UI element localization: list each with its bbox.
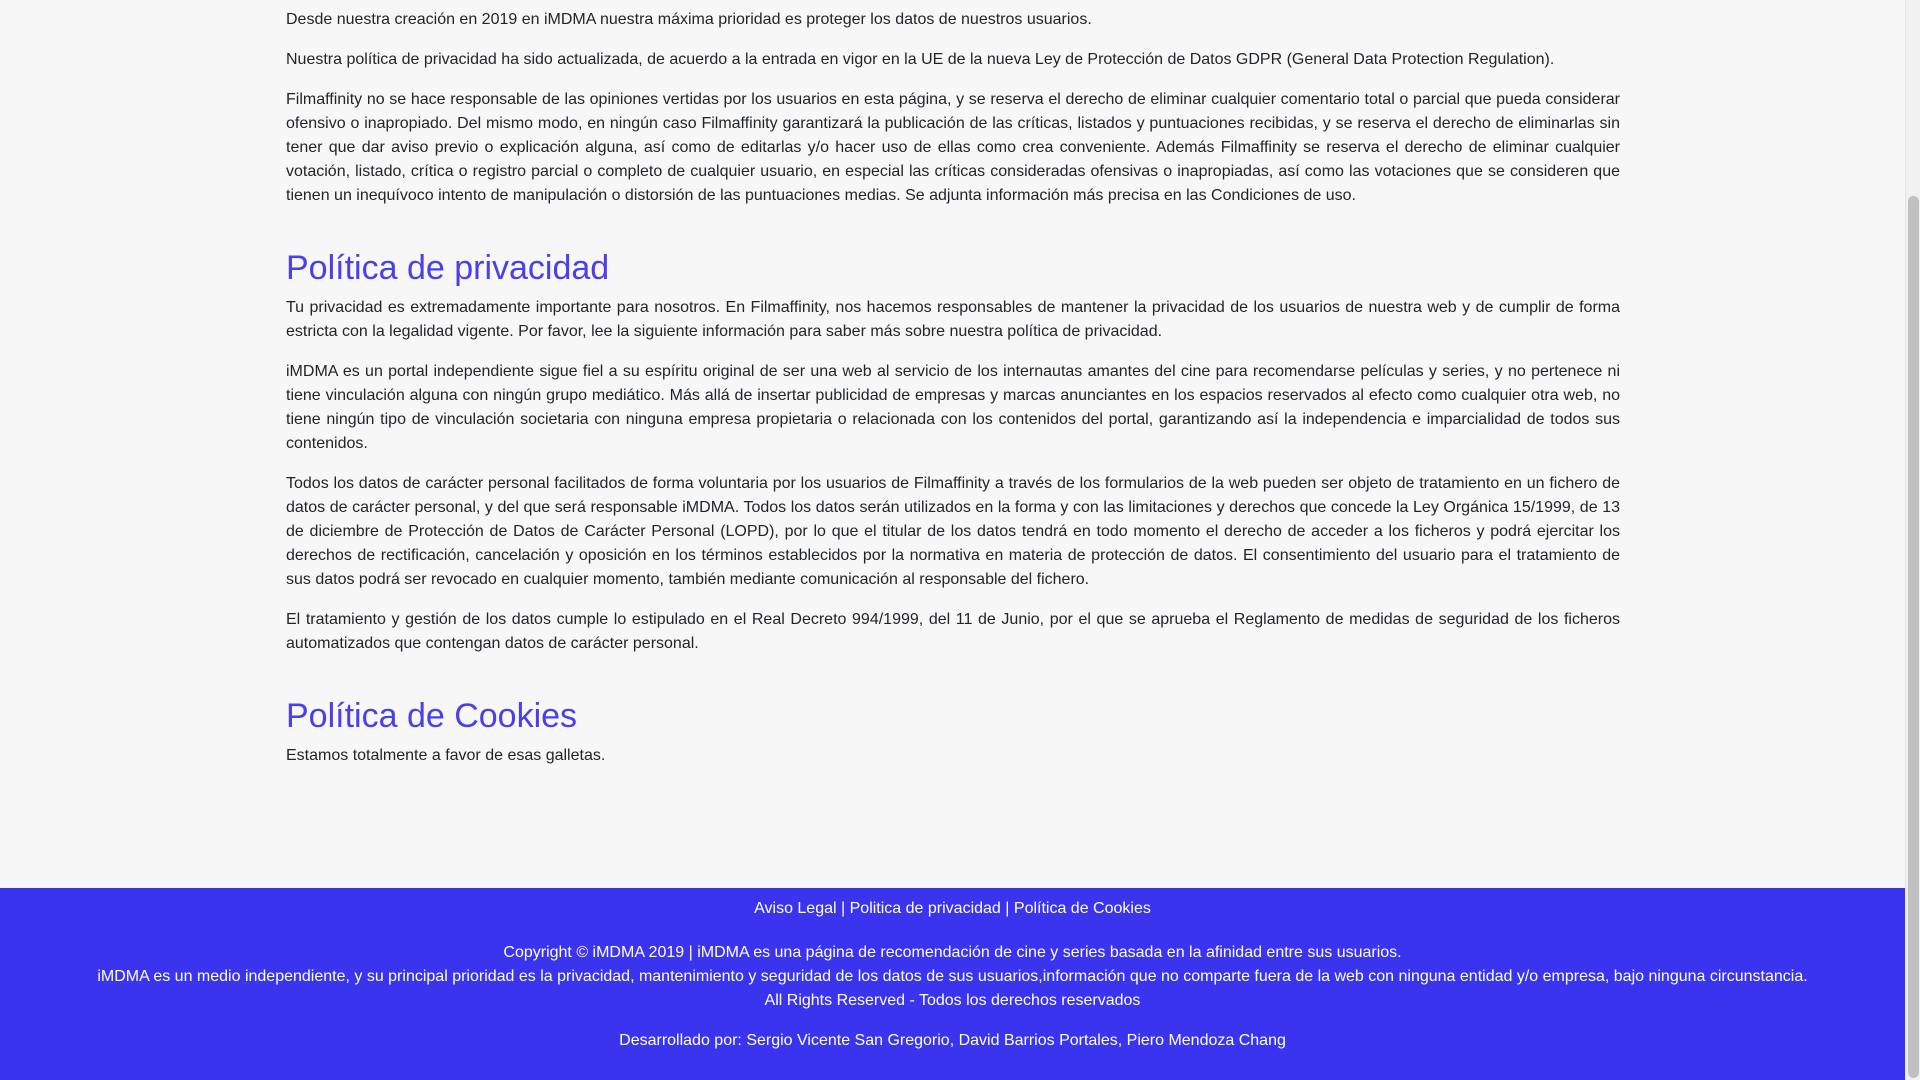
site-footer — [0, 888, 1905, 1080]
scrollbar-thumb[interactable] — [1908, 196, 1919, 1078]
legal-content — [286, 0, 1620, 784]
privacy-paragraph: Todos los datos de carácter personal facilitados de forma voluntaria por los usuarios de Filmaffinity a través de los formularios de la web pueden ser objeto de tratamiento en un fichero de datos de carácter personal, y del que será responsable iMDMA. Todos los datos serán utilizados en la forma y con las limitaciones y derechos que concede la Ley Orgánica 15/1999, de 13 de diciembre de Protección de Datos de Carácter Personal (LOPD), por lo que el titular de los datos tendrá en todo momento el derecho de acceder a los ficheros y podrá ejercitar los derechos de rectificación, cancelación y oposición en los términos establecidos por la normativa en materia de protección de datos. El consentimiento del usuario para el tratamiento de sus datos podrá ser revocado en cualquier momento, también mediante comunicación al responsable del fichero. — [286, 475, 1620, 588]
footer-developers: Desarrollado por: Sergio Vicente San Gregorio, David Barrios Portales, Piero Mendoza Chang — [619, 1032, 1286, 1049]
privacy-heading: Política de privacidad — [286, 249, 610, 287]
cookies-paragraph: Estamos totalmente a favor de esas galletas. — [286, 747, 606, 764]
footer-link-aviso-legal[interactable]: Aviso Legal — [754, 900, 837, 917]
independence-line: iMDMA es un medio independiente, y su principal prioridad es la privacidad, mantenimiento y seguridad de los datos de sus usuarios,información que no comparte fuera de la web con ninguna entidad y/o empresa, bajo ninguna circunstancia. — [97, 968, 1808, 985]
intro-paragraph: Filmaffinity no se hace responsable de las opiniones vertidas por los usuarios en esta página, y se reserva el derecho de eliminar cualquier comentario total o parcial que pueda considerar ofensivo o inapropiado. Del mismo modo, en ningún caso Filmaffinity garantizará la publicación de las críticas, listados y puntuaciones recibidas, y se reserva el derecho de eliminarlas sin tener que dar aviso previo o explicación alguna, así como de editarlas y/o hacer uso de ellas como crea conveniente. Además Filmaffinity se reserva el derecho de eliminar cualquier votación, listado, crítica o registro parcial o completo de cualquier usuario, en especial las críticas consideradas ofensivas o inapropiadas, así como las votaciones que se consideren que tienen un inequívoco intento de manipulación o distorsión de las puntuaciones medias. Se adjunta información más precisa en las Condiciones de uso. — [286, 91, 1620, 204]
footer-link-cookies[interactable]: Política de Cookies — [1013, 900, 1151, 917]
footer-copyright — [0, 941, 1905, 1013]
footer-separator: | — [1005, 900, 1010, 917]
copyright-line: Copyright © iMDMA 2019 | iMDMA es una página de recomendación de cine y series basada en la afinidad entre sus usuarios. — [503, 944, 1402, 961]
privacy-paragraph: iMDMA es un portal independiente sigue fiel a su espíritu original de ser una web al servicio de los internautas amantes del cine para recomendarse películas y series, y no pertenece ni tiene vinculación alguna con ningún grupo mediático. Más allá de insertar publicidad de empresas y marcas anunciantes en los espacios reservados al efecto como cualquier otra web, no tiene ningún tipo de vinculación societaria con ninguna empresa propietaria o relacionada con los contenidos del portal, garantizando así la independencia e imparcialidad de todos sus contenidos. — [286, 363, 1620, 452]
footer-separator: | — [841, 900, 846, 917]
privacy-paragraph: El tratamiento y gestión de los datos cumple lo estipulado en el Real Decreto 994/1999, del 11 de Junio, por el que se aprueba el Reglamento de medidas de seguridad de los ficheros automatizados que contengan datos de carácter personal. — [286, 611, 1620, 652]
page-scrollbar[interactable] — [1905, 0, 1920, 1080]
cookies-heading: Política de Cookies — [286, 697, 578, 735]
intro-paragraph: Desde nuestra creación en 2019 en iMDMA nuestra máxima prioridad es proteger los datos de nuestros usuarios. — [286, 11, 1092, 28]
rights-line: All Rights Reserved - Todos los derechos reservados — [764, 992, 1141, 1009]
footer-link-privacidad[interactable]: Politica de privacidad — [849, 900, 1001, 917]
privacy-paragraph: Tu privacidad es extremadamente importante para nosotros. En Filmaffinity, nos hacemos responsables de mantener la privacidad de los usuarios de nuestra web y de cumplir de forma estricta con la legalidad vigente. Por favor, lee la siguiente información para saber más sobre nuestra política de privacidad. — [286, 299, 1620, 340]
footer-links — [0, 897, 1905, 921]
intro-paragraph: Nuestra política de privacidad ha sido actualizada, de acuerdo a la entrada en vigor en la UE de la nueva Ley de Protección de Datos GDPR (General Data Protection Regulation). — [286, 51, 1555, 68]
